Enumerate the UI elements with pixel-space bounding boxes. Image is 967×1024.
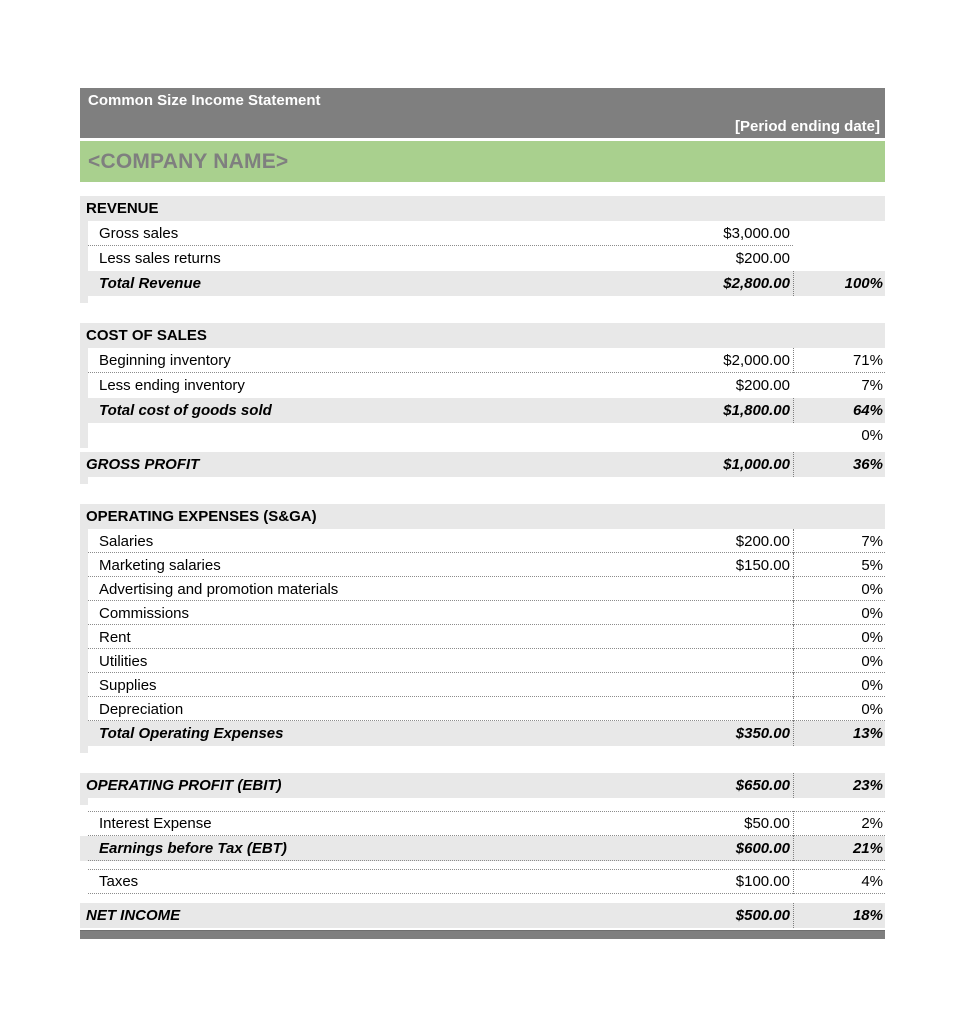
spacer <box>80 753 885 773</box>
percent-cell: 100% <box>793 271 885 296</box>
row-label: Total Operating Expenses <box>99 725 284 742</box>
gutter-notch <box>80 746 885 753</box>
amount-cell: $500.00 <box>735 907 790 924</box>
gutter <box>80 601 88 625</box>
percent-cell: 13% <box>793 721 885 746</box>
percent-cell: 5% <box>793 553 885 577</box>
gutter <box>80 373 88 398</box>
amount-cell: $100.00 <box>735 873 790 890</box>
title-bar <box>80 88 885 138</box>
row-label: Earnings before Tax (EBT) <box>99 840 287 857</box>
spacer <box>80 484 885 504</box>
percent-cell: 21% <box>793 836 885 861</box>
section-label: COST OF SALES <box>86 327 207 344</box>
gutter <box>80 673 88 697</box>
row-gross-sales <box>80 221 885 246</box>
spacer <box>80 182 885 196</box>
percent-cell: 18% <box>793 903 885 928</box>
percent-cell: 7% <box>861 377 883 394</box>
percent-cell <box>793 246 885 271</box>
amount-cell: $1,000.00 <box>723 456 790 473</box>
percent-cell: 0% <box>793 673 885 697</box>
percent-cell: 4% <box>793 869 885 894</box>
row-label: GROSS PROFIT <box>86 456 200 473</box>
row-label: Total Revenue <box>99 275 201 292</box>
percent-cell <box>793 504 885 529</box>
company-bar <box>80 141 885 182</box>
row-label: Total cost of goods sold <box>99 402 272 419</box>
row-total-revenue <box>80 271 885 296</box>
row-label: Beginning inventory <box>99 352 231 369</box>
gutter <box>80 553 88 577</box>
percent-cell: 0% <box>793 649 885 673</box>
row-label: Advertising and promotion materials <box>99 580 339 598</box>
spacer <box>80 303 885 323</box>
percent-cell: 23% <box>793 773 885 798</box>
row-label: NET INCOME <box>86 907 181 924</box>
gutter <box>80 625 88 649</box>
gutter-notch <box>80 798 885 805</box>
amount-cell: $600.00 <box>735 840 790 857</box>
percent-cell: 36% <box>793 452 885 477</box>
row-total-cost-of-goods-sold <box>80 398 885 423</box>
gutter <box>80 697 88 721</box>
gutter <box>80 423 88 448</box>
amount-cell: $50.00 <box>744 815 790 832</box>
row-label: Depreciation <box>99 700 184 718</box>
percent-cell: 0% <box>793 601 885 625</box>
row-less-sales-returns <box>80 246 885 271</box>
amount-cell: $200.00 <box>735 250 790 267</box>
percent-cell: 0% <box>861 427 883 444</box>
row-gross-profit <box>80 452 885 477</box>
row-total-operating-expenses <box>80 721 885 746</box>
row-label: Interest Expense <box>99 815 212 832</box>
percent-cell <box>793 196 885 221</box>
row-utilities <box>80 649 885 673</box>
row-net-income <box>80 903 885 928</box>
row-salaries <box>80 529 885 553</box>
row-earnings-before-tax <box>80 836 885 861</box>
row-label: Salaries <box>99 532 154 550</box>
section-header-operating-expenses <box>80 504 885 529</box>
amount-cell: $200.00 <box>735 377 790 394</box>
percent-cell <box>793 221 885 246</box>
period-ending-date: [Period ending date] <box>734 118 880 135</box>
percent-cell: 0% <box>793 697 885 721</box>
section-label: REVENUE <box>86 200 159 217</box>
row-label: Marketing salaries <box>99 556 221 574</box>
gutter <box>80 577 88 601</box>
percent-cell: 0% <box>793 577 885 601</box>
row-label: Taxes <box>99 873 139 890</box>
gutter <box>80 649 88 673</box>
gutter-notch <box>80 296 885 303</box>
spacer <box>80 894 885 903</box>
row-label: OPERATING PROFIT (EBIT) <box>86 777 282 794</box>
row-operating-profit-ebit <box>80 773 885 798</box>
row-label: Gross sales <box>99 225 179 242</box>
row-label: Utilities <box>99 652 148 670</box>
spacer <box>80 861 885 869</box>
gutter <box>80 529 88 553</box>
section-label: OPERATING EXPENSES (S&GA) <box>86 508 317 525</box>
company-name: <COMPANY NAME> <box>88 149 289 173</box>
row-commissions <box>80 601 885 625</box>
row-depreciation <box>80 697 885 721</box>
row-interest-expense <box>80 811 885 836</box>
section-header-revenue <box>80 196 885 221</box>
row-rent <box>80 625 885 649</box>
document-title: Common Size Income Statement <box>88 92 321 109</box>
gutter <box>80 221 88 246</box>
footer-bar <box>80 930 885 939</box>
row-label: Supplies <box>99 676 157 694</box>
row-supplies <box>80 673 885 697</box>
row-label: Rent <box>99 628 131 646</box>
amount-cell: $1,800.00 <box>723 402 790 419</box>
amount-cell: $150.00 <box>735 556 790 574</box>
percent-cell: 64% <box>793 398 885 423</box>
row-advertising <box>80 577 885 601</box>
gutter-notch <box>80 477 885 484</box>
percent-cell: 7% <box>793 529 885 553</box>
amount-cell: $3,000.00 <box>723 225 790 242</box>
gutter <box>80 811 88 836</box>
section-header-cost-of-sales <box>80 323 885 348</box>
amount-cell: $2,000.00 <box>723 352 790 369</box>
gutter <box>80 348 88 373</box>
amount-cell: $650.00 <box>735 777 790 794</box>
row-label: Less sales returns <box>99 250 221 267</box>
percent-cell: 2% <box>793 811 885 836</box>
gutter <box>80 246 88 271</box>
row-taxes <box>80 869 885 894</box>
percent-cell: 71% <box>793 348 885 373</box>
percent-cell: 0% <box>793 625 885 649</box>
income-statement-sheet <box>80 88 885 939</box>
row-label: Less ending inventory <box>99 377 245 394</box>
percent-cell <box>793 323 885 348</box>
gutter <box>80 869 88 894</box>
row-marketing-salaries <box>80 553 885 577</box>
row-label: Commissions <box>99 604 190 622</box>
amount-cell: $200.00 <box>735 532 790 550</box>
row-less-ending-inventory <box>80 373 885 398</box>
row-beginning-inventory <box>80 348 885 373</box>
amount-cell: $350.00 <box>735 725 790 742</box>
amount-cell: $2,800.00 <box>723 275 790 292</box>
row-blank-zero-percent <box>80 423 885 448</box>
